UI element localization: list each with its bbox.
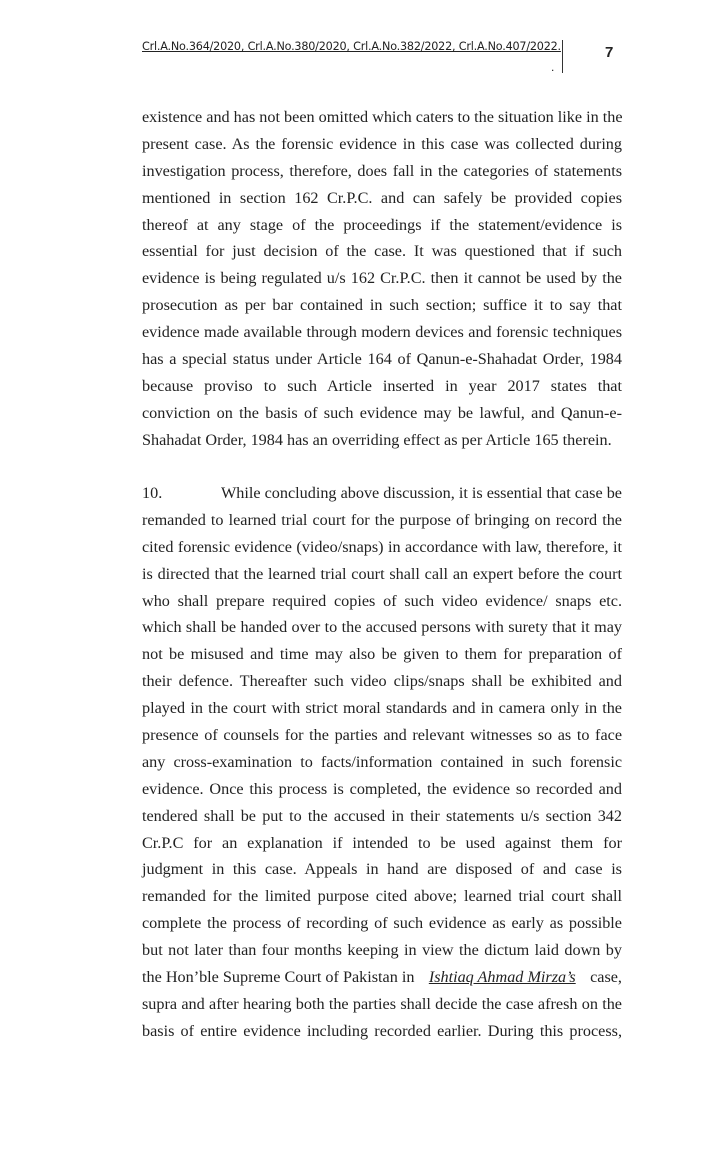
paragraph-line: present case. As the forensic evidence in this case was collected during: [142, 134, 622, 153]
paragraph-line: judgment in this case. Appeals in hand are disposed of and case is: [142, 860, 622, 879]
paragraph-first-line: While concluding above discussion, it is essential that case be: [221, 484, 622, 502]
citation-lead-text: the Hon’ble Supreme Court of Pakistan in: [142, 968, 415, 987]
case-citation: Ishtiaq Ahmad Mirza’s: [428, 968, 576, 987]
paragraph-line: investigation process, therefore, does fall in the categories of statements: [142, 161, 622, 180]
paragraph-number: 10.: [142, 484, 163, 502]
paragraph-line: existence and has not been omitted which caters to the situation like in the: [142, 108, 623, 126]
paragraph-line: presence of counsels for the parties and relevant witnesses so as to face: [142, 726, 622, 745]
paragraph-line: essential for just decision of the case. It was questioned that if such: [142, 242, 622, 261]
paragraph-line: tendered shall be put to the accused in their statements u/s section 342: [142, 806, 622, 825]
paragraph-line: basis of entire evidence including recorded earlier. During this process,: [142, 1021, 622, 1040]
paragraph-line: evidence made available through modern devices and forensic techniques: [142, 323, 622, 342]
paragraph-line: conviction on the basis of such evidence may be lawful, and Qanun-e-: [142, 403, 622, 422]
header-dot: .: [551, 60, 555, 74]
paragraph-10: [142, 480, 622, 1045]
paragraph-line: any cross-examination to facts/information contained in such forensic: [142, 752, 622, 771]
citation-line: [142, 964, 622, 991]
paragraph-line: mentioned in section 162 Cr.P.C. and can safely be provided copies: [142, 188, 622, 207]
paragraph-line: remanded for the limited purpose cited above; learned trial court shall: [142, 887, 622, 906]
paragraph-line: prosecution as per bar contained in such section; suffice it to say that: [142, 296, 622, 315]
paragraph-continuation: [142, 104, 622, 454]
paragraph-line: remanded to learned trial court for the purpose of bringing on record the: [142, 510, 622, 529]
paragraph-line: [142, 480, 622, 507]
paragraph-line: because proviso to such Article inserted in year 2017 states that: [142, 376, 622, 395]
paragraph-line: but not later than four months keeping in view the dictum laid down by: [142, 941, 622, 960]
paragraph-line: their defence. Thereafter such video clips/snaps shall be exhibited and: [142, 672, 622, 691]
paragraph-line: played in the court with strict moral standards and in camera only in the: [142, 699, 622, 718]
paragraph-line: cited forensic evidence (video/snaps) in accordance with law, therefore, it: [142, 537, 622, 556]
paragraph-line: which shall be handed over to the accused persons with surety that it may: [142, 618, 622, 637]
page-number: 7: [605, 44, 614, 61]
paragraph-line: not be misused and time may also be given to them for preparation of: [142, 645, 622, 664]
paragraph-line: has a special status under Article 164 of Qanun-e-Shahadat Order, 1984: [142, 350, 622, 369]
paragraph-line: evidence. Once this process is completed, the evidence so recorded and: [142, 779, 622, 798]
paragraph-line: complete the process of recording of such evidence as early as possible: [142, 914, 622, 933]
citation-trail-text: case,: [590, 968, 622, 987]
paragraph-line: supra and after hearing both the parties shall decide the case afresh on the: [142, 994, 622, 1013]
paragraph-line: Shahadat Order, 1984 has an overriding effect as per Article 165 therein.: [142, 430, 612, 449]
case-number-header: Crl.A.No.364/2020, Crl.A.No.380/2020, Crl.A.No.382/2022, Crl.A.No.407/2022.: [142, 40, 561, 53]
paragraph-line: is directed that the learned trial court shall call an expert before the court: [142, 564, 622, 583]
paragraph-line: who shall prepare required copies of such video evidence/ snaps etc.: [142, 591, 622, 610]
header-divider: [562, 40, 563, 73]
paragraph-line: thereof at any stage of the proceedings if the statement/evidence is: [142, 215, 622, 234]
paragraph-line: Cr.P.C for an explanation if intended to be used against them for: [142, 833, 622, 852]
paragraph-line: evidence is being regulated u/s 162 Cr.P.C. then it cannot be used by the: [142, 269, 622, 288]
